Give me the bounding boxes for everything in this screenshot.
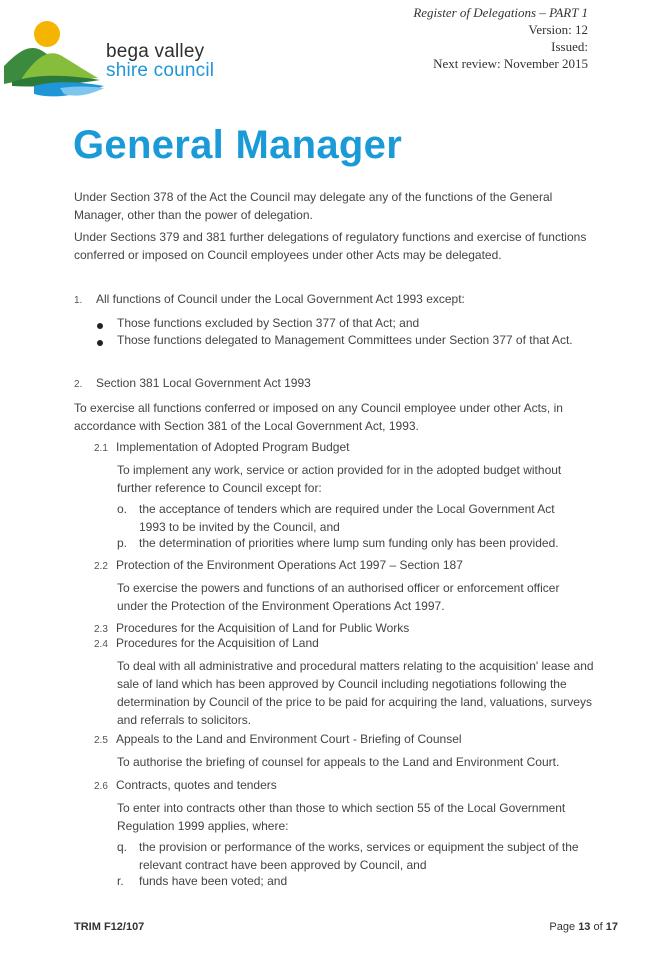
- section-number: 1.: [74, 295, 83, 306]
- current-page: 13: [578, 921, 591, 933]
- list-marker: q.: [117, 840, 128, 854]
- subsection-2-1-text: To implement any work, service or action provided for in the adopted budget without further reference to Council except for:: [117, 463, 562, 495]
- subsection-number: 2.1: [94, 443, 108, 454]
- bullet-item: Those functions excluded by Section 377 of that Act; and: [117, 316, 420, 330]
- subsection-2-6-text: To enter into contracts other than those to which section 55 of the Local Government Regulation 1999 applies, where:: [117, 801, 566, 833]
- section-2-text: To exercise all functions conferred or imposed on any Council employee under other Acts, in accordance with Section 381 of the Local Government Act, 1993.: [74, 401, 563, 433]
- subsection-2-6-heading: [94, 776, 614, 796]
- intro-2: [74, 228, 594, 264]
- subsection-2-2-heading: [94, 556, 594, 576]
- section-number: 2.: [74, 379, 83, 390]
- trim-reference: TRIM F12/107: [74, 921, 145, 933]
- page-word: Page: [549, 921, 576, 933]
- page-number: [549, 921, 618, 933]
- section-2-heading: [74, 374, 594, 394]
- list-item: funds have been voted; and: [139, 874, 288, 888]
- subsection-number: 2.5: [94, 735, 108, 746]
- subsection-heading: Implementation of Adopted Program Budget: [116, 440, 350, 454]
- subsection-number: 2.2: [94, 561, 108, 572]
- bullet-item: Those functions delegated to Management Committees under Section 377 of that Act.: [117, 333, 573, 347]
- intro-paragraph-2: Under Sections 379 and 381 further delegations of regulatory functions and exercise of functions conferred or imposed on Council employees under other Acts may be delegated.: [74, 230, 587, 262]
- subsection-heading: Procedures for the Acquisition of Land for Public Works: [116, 621, 410, 635]
- list-marker: p.: [117, 536, 128, 550]
- list-item: the acceptance of tenders which are required under the Local Government Act 1993 to be invited by the Council, and: [139, 502, 555, 534]
- list-item: the determination of priorities where lump sum funding only has been provided.: [139, 536, 559, 550]
- section-heading: All functions of Council under the Local Government Act 1993 except:: [96, 292, 465, 306]
- subsection-heading: Procedures for the Acquisition of Land: [116, 636, 319, 650]
- subsection-heading: Appeals to the Land and Environment Court - Briefing of Counsel: [116, 732, 462, 746]
- list-marker: r.: [117, 874, 124, 888]
- subsection-number: 2.4: [94, 639, 108, 650]
- subsection-number: 2.3: [94, 624, 108, 635]
- intro-paragraph-1: Under Section 378 of the Act the Council may delegate any of the functions of the General Manager, other than the power of delegation.: [74, 190, 553, 222]
- section-heading: Section 381 Local Government Act 1993: [96, 376, 311, 390]
- total-pages: 17: [605, 921, 618, 933]
- document-header: [413, 4, 588, 72]
- section-1-heading: [74, 290, 594, 310]
- subsection-heading: Protection of the Environment Operations Act 1997 – Section 187: [116, 558, 463, 572]
- header-version: Version: 12: [528, 22, 588, 37]
- intro: [74, 188, 594, 224]
- page-title: General Manager: [73, 123, 403, 167]
- subsection-2-4-text: To deal with all administrative and procedural matters relating to the acquisition' lease and sale of land which has been approved by Council including negotiations following the determination by Council of the price to be paid for acquiring the land, valuations, surveys and referrals to solicitors.: [117, 659, 594, 727]
- subsection-heading: Contracts, quotes and tenders: [116, 778, 277, 792]
- subsection-number: 2.6: [94, 781, 108, 792]
- header-issued: Issued:: [551, 39, 588, 54]
- subsection-2-1-heading: [94, 438, 614, 458]
- logo-line-2: shire council: [106, 60, 215, 81]
- header-register: Register of Delegations – PART 1: [413, 5, 588, 20]
- subsection-2-5-text: To authorise the briefing of counsel for appeals to the Land and Environment Court.: [117, 755, 560, 769]
- list-marker: o.: [117, 502, 128, 516]
- header-next-review: Next review: November 2015: [433, 56, 588, 71]
- of-word: of: [593, 921, 603, 933]
- subsection-2-2-text: To exercise the powers and functions of an authorised officer or enforcement officer under the Protection of the Environment Operations Act 1997.: [117, 581, 560, 613]
- council-logo: [4, 14, 244, 100]
- bullet-icon: [97, 340, 103, 346]
- hills-logo-icon: [4, 14, 104, 100]
- list-item: the provision or performance of the works, services or equipment the subject of the relevant contract have been approved by Council, and: [139, 840, 579, 872]
- subsection-2-4-heading: [94, 634, 614, 654]
- logo-line-1: bega valley: [106, 41, 205, 62]
- subsection-2-5-heading: [94, 730, 614, 750]
- bullet-icon: [97, 323, 103, 329]
